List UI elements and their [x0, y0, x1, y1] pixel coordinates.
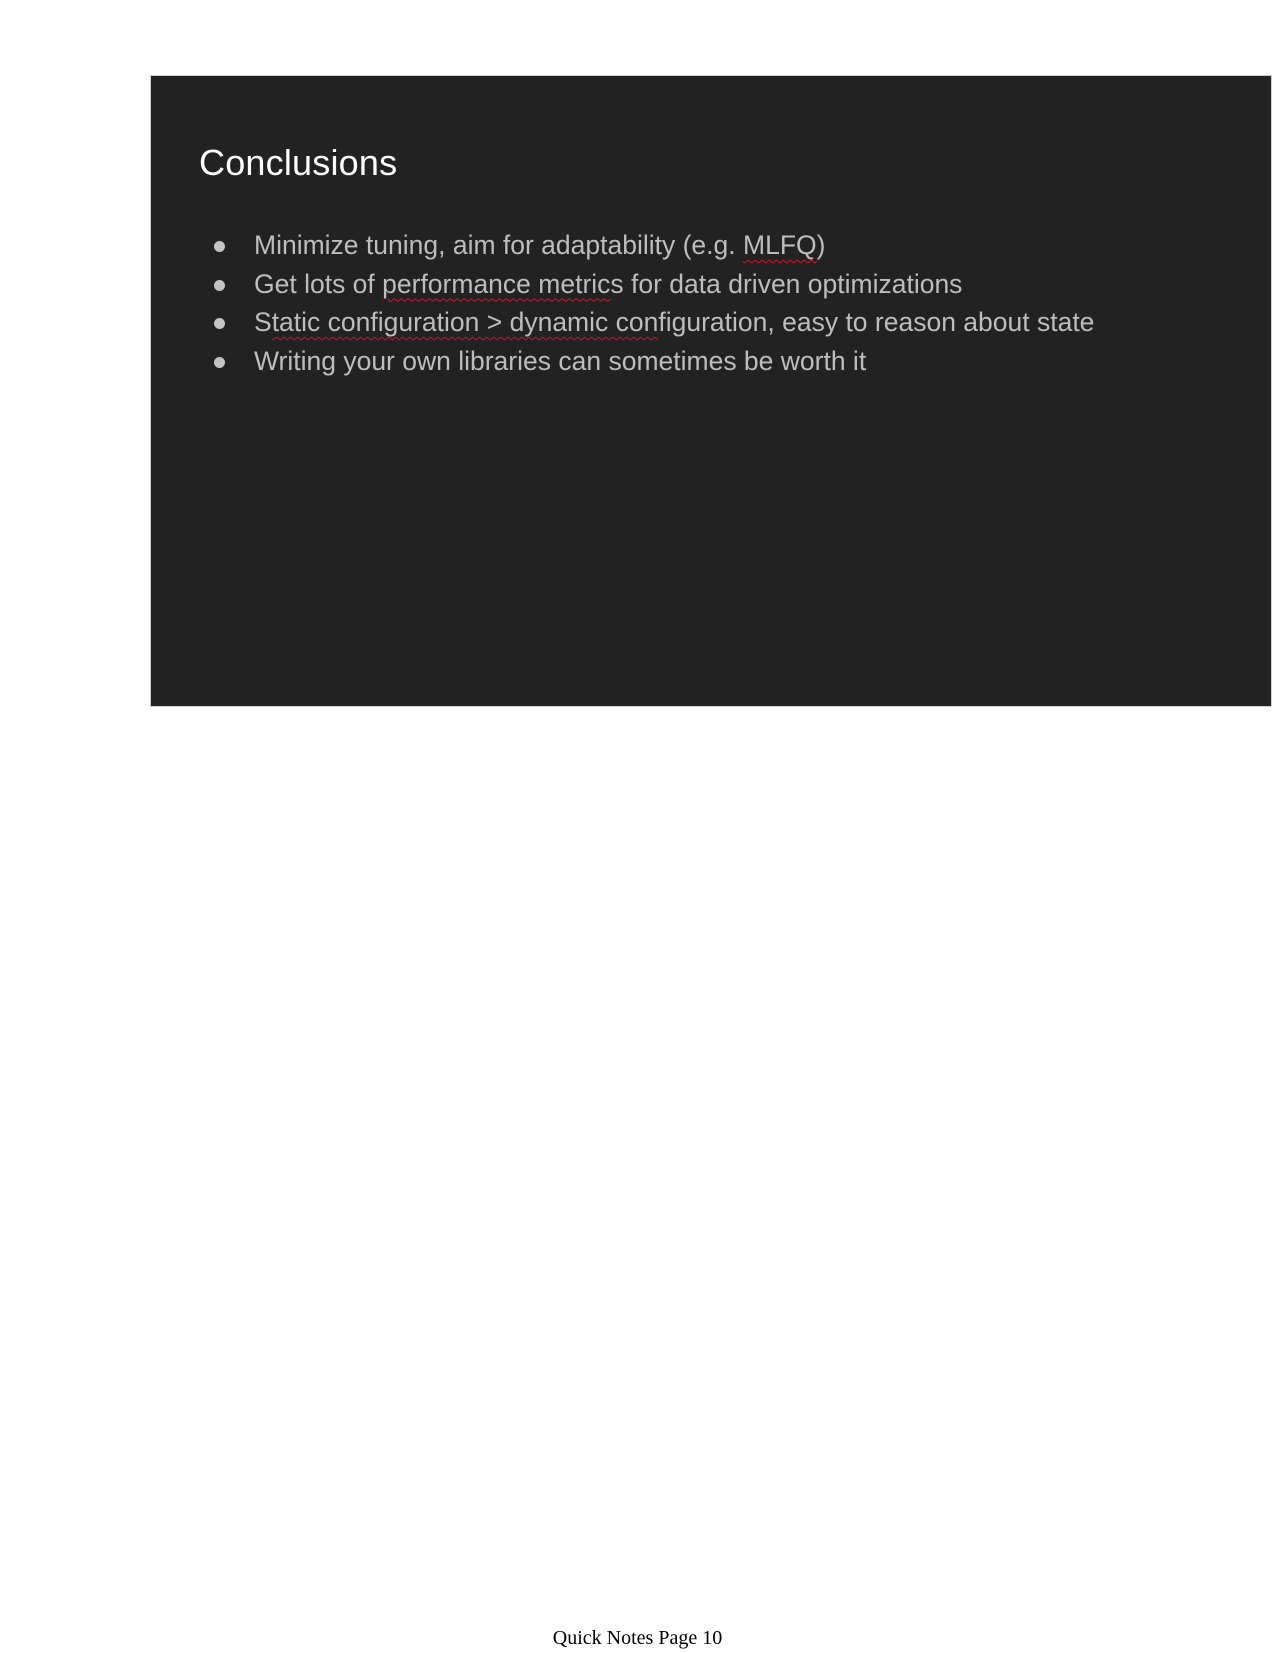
- ink-underlined-text: performance metric: [382, 268, 611, 299]
- bullet-text: [254, 342, 866, 381]
- bullet-dot-icon: [214, 280, 225, 291]
- ink-underlined-text: MLFQ: [743, 230, 817, 260]
- page-footer: Quick Notes Page 10: [552, 1627, 723, 1649]
- bullet-text: [254, 265, 962, 304]
- bullet-dot-icon: [214, 357, 225, 368]
- bullet-text: [254, 303, 1094, 342]
- bullet-text-pre: S: [254, 307, 272, 337]
- bullet-text-pre: Writing your own libraries can sometimes be worth it: [254, 345, 867, 376]
- bullet-dot-icon: [214, 241, 225, 252]
- bullet-text-pre: Minimize tuning, aim for adaptability (e.g.: [254, 230, 743, 260]
- bullet-dot-icon: [214, 318, 225, 329]
- bullet-text-post: figuration, easy to reason about state: [658, 307, 1095, 337]
- bullet-text-post: ): [816, 230, 826, 260]
- ink-underlined-text: tatic configuration > dynamic con: [271, 307, 659, 337]
- slide-title: Conclusions: [199, 142, 398, 183]
- bullet-text: [254, 226, 825, 265]
- slide-image: [150, 75, 1272, 707]
- bullet-text-pre: Get lots of: [254, 268, 383, 299]
- bullet-text-post: s for data driven optimizations: [610, 268, 963, 299]
